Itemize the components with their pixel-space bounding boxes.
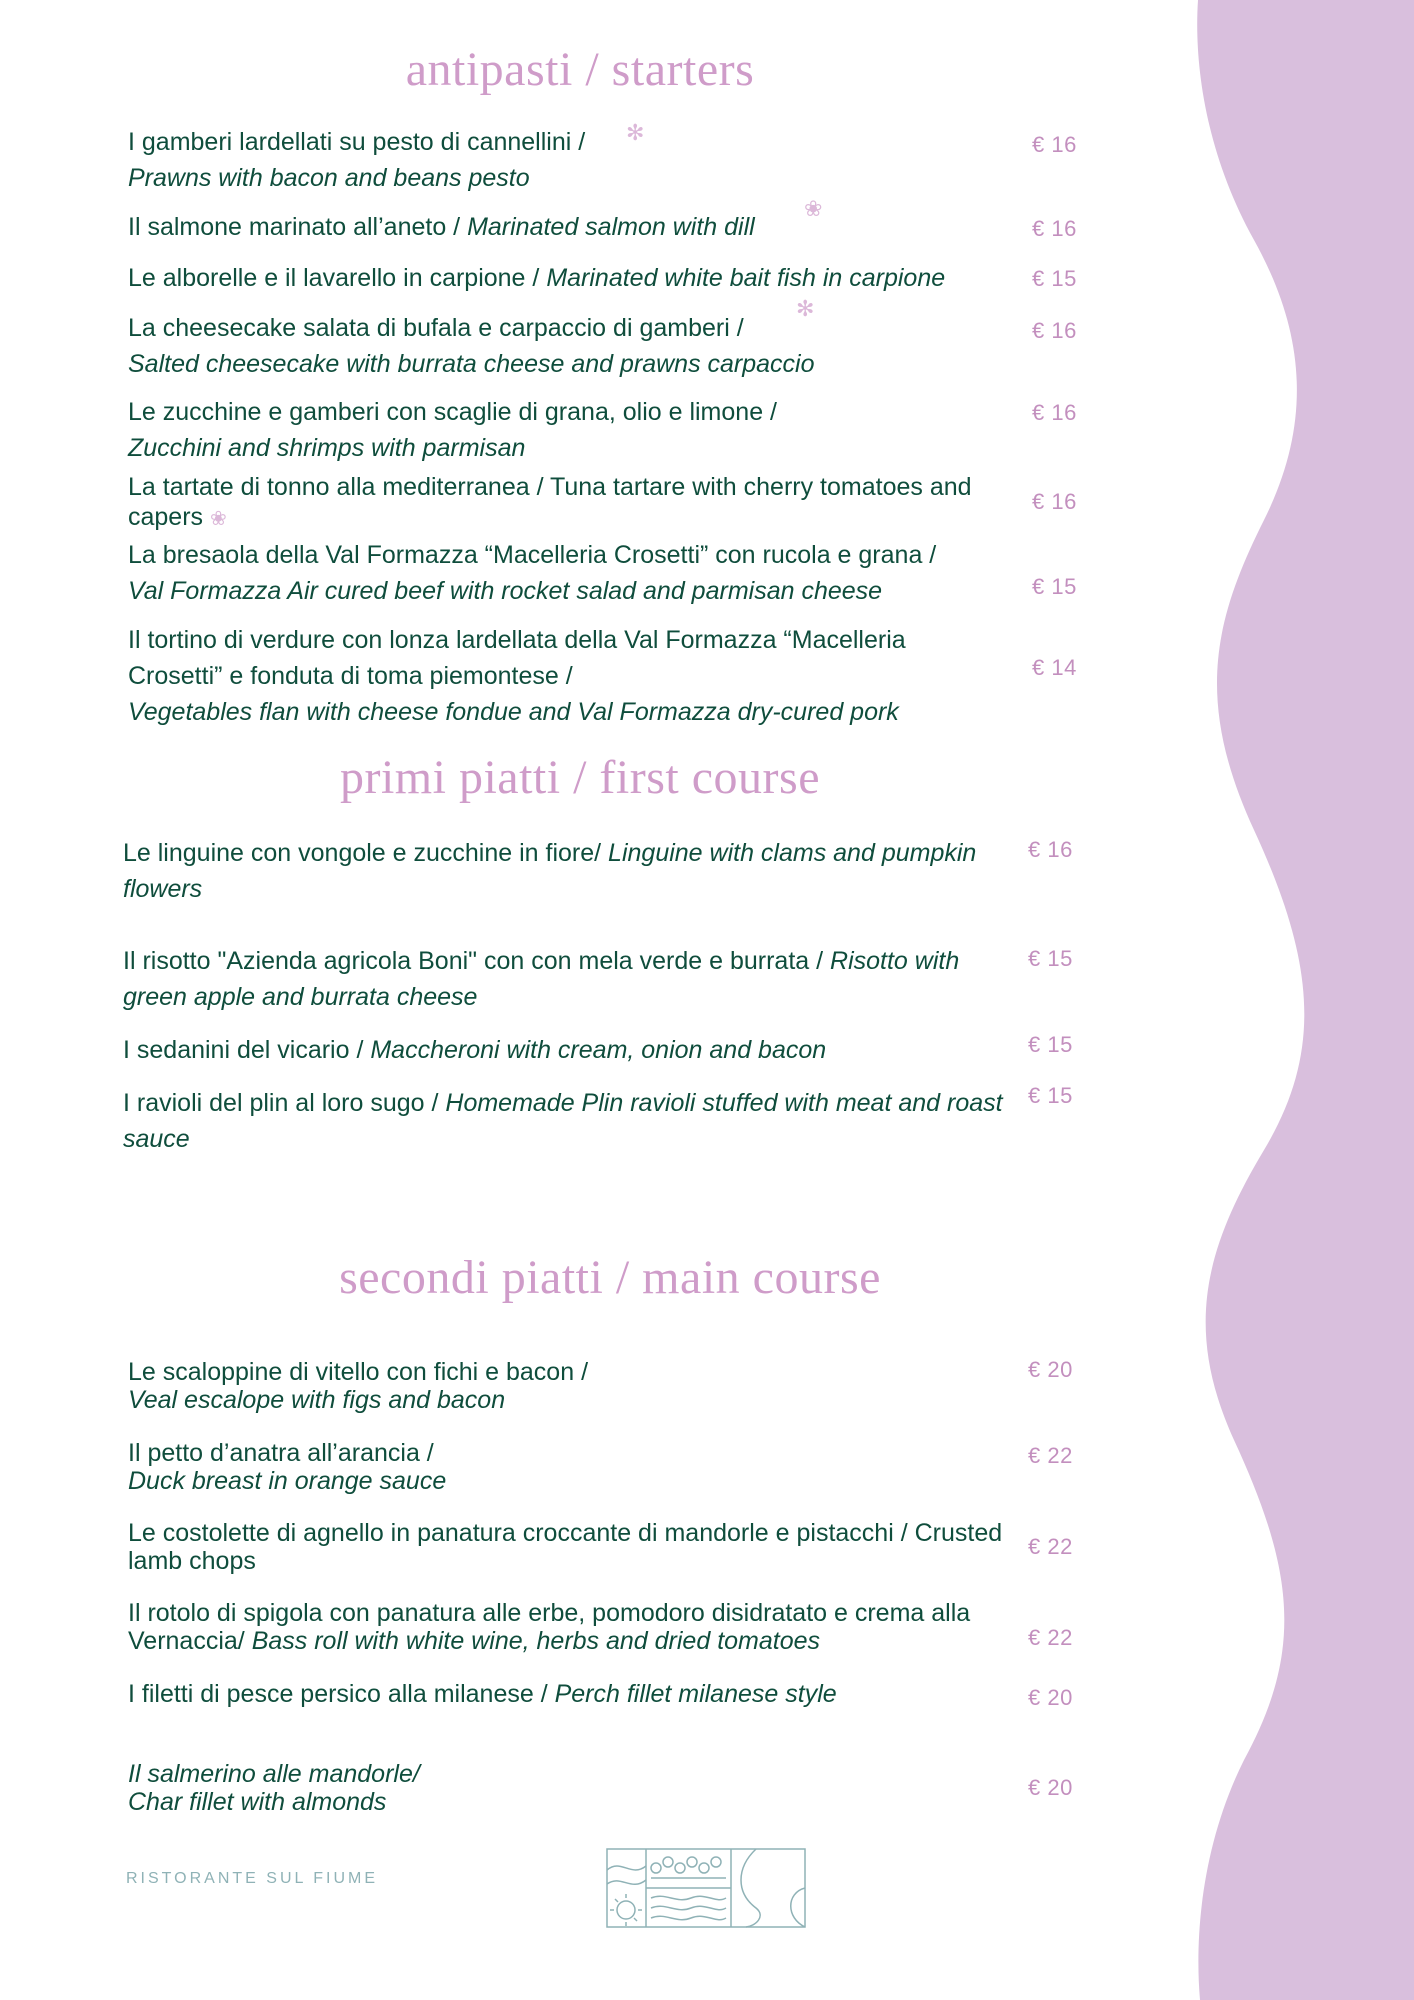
dish-price: € 22: [1028, 1443, 1073, 1468]
dish-item: I gamberi lardellati su pesto di cannellini / Prawns with bacon and beans pesto: [128, 128, 586, 192]
dish-item: Il petto d’anatra all’arancia / Duck breast in orange sauce: [128, 1439, 447, 1495]
dish-price: € 20: [1028, 1357, 1073, 1382]
dish-item: Le scaloppine di vitello con fichi e bacon / Veal escalope with figs and bacon: [128, 1358, 589, 1414]
dish-item: Il rotolo di spigola con panatura alle erbe, pomodoro disidratato e crema alla Vernaccia/ Bass roll with white wine, herbs and dried tomatoes: [128, 1599, 971, 1655]
dish-item: I filetti di pesce persico alla milanese / Perch fillet milanese style: [128, 1680, 837, 1708]
dish-price: € 15: [1028, 1083, 1073, 1108]
section-title-starters: antipasti / starters: [405, 43, 755, 96]
dish-price: € 15: [1032, 266, 1077, 291]
dish-price: € 16: [1032, 216, 1077, 241]
dish-item: Il salmerino alle mandorle/ Char fillet with almonds: [128, 1760, 420, 1816]
decorative-wave: [1174, 0, 1414, 2000]
dish-price: € 15: [1028, 946, 1073, 971]
dish-item: I ravioli del plin al loro sugo / Homemade Plin ravioli stuffed with meat and roast sauce: [123, 1089, 1003, 1153]
dish-price: € 20: [1028, 1685, 1073, 1710]
star-icon: ✻: [796, 296, 815, 321]
dish-price: € 14: [1032, 655, 1077, 680]
flower-icon: ❀: [210, 508, 227, 530]
dish-item: Il risotto "Azienda agricola Boni" con con mela verde e burrata / Risotto with green apple and burrata cheese: [123, 947, 960, 1011]
dish-price: € 20: [1028, 1775, 1073, 1800]
restaurant-logo-icon: [606, 1848, 806, 1928]
star-icon: ✻: [626, 120, 645, 145]
dish-price: € 16: [1032, 318, 1077, 343]
dish-item: La bresaola della Val Formazza “Macelleria Crosetti” con rucola e grana / Val Formazza Air cured beef with rocket salad and parmisan cheese: [128, 541, 937, 605]
dish-price: € 15: [1028, 1032, 1073, 1057]
dish-item: Le linguine con vongole e zucchine in fiore/ Linguine with clams and pumpkin flowers: [123, 839, 977, 903]
dish-price: € 15: [1032, 574, 1077, 599]
dish-item: Le costolette di agnello in panatura croccante di mandorle e pistacchi / Crusted lamb chops: [128, 1519, 1003, 1575]
dish-item: La tartate di tonno alla mediterranea / Tuna tartare with cherry tomatoes and capers ❀: [128, 473, 972, 531]
dish-price: € 22: [1028, 1534, 1073, 1559]
section-title-main-course: secondi piatti / main course: [339, 1251, 881, 1304]
restaurant-name: RISTORANTE SUL FIUME: [126, 1870, 379, 1887]
dish-item: La cheesecake salata di bufala e carpaccio di gamberi / Salted cheesecake with burrata cheese and prawns carpaccio: [128, 314, 815, 378]
dish-price: € 16: [1028, 837, 1073, 862]
dish-price: € 22: [1028, 1625, 1073, 1650]
section-title-first-course: primi piatti / first course: [339, 751, 821, 804]
flower-icon: ❀: [804, 196, 823, 221]
dish-price: € 16: [1032, 489, 1077, 514]
dish-price: € 16: [1032, 132, 1077, 157]
dish-item: Le alborelle e il lavarello in carpione / Marinated white bait fish in carpione: [128, 264, 946, 292]
dish-item: Le zucchine e gamberi con scaglie di grana, olio e limone / Zucchini and shrimps with parmisan: [128, 398, 777, 462]
dish-item: I sedanini del vicario / Maccheroni with cream, onion and bacon: [123, 1036, 827, 1064]
dish-item: Il tortino di verdure con lonza lardellata della Val Formazza “Macelleria Crosetti” e fonduta di toma piemontese / Vegetables flan with cheese fondue and Val Formazza dry-cured pork: [128, 626, 906, 726]
dish-item: Il salmone marinato all’aneto / Marinated salmon with dill: [128, 213, 755, 241]
dish-price: € 16: [1032, 400, 1077, 425]
